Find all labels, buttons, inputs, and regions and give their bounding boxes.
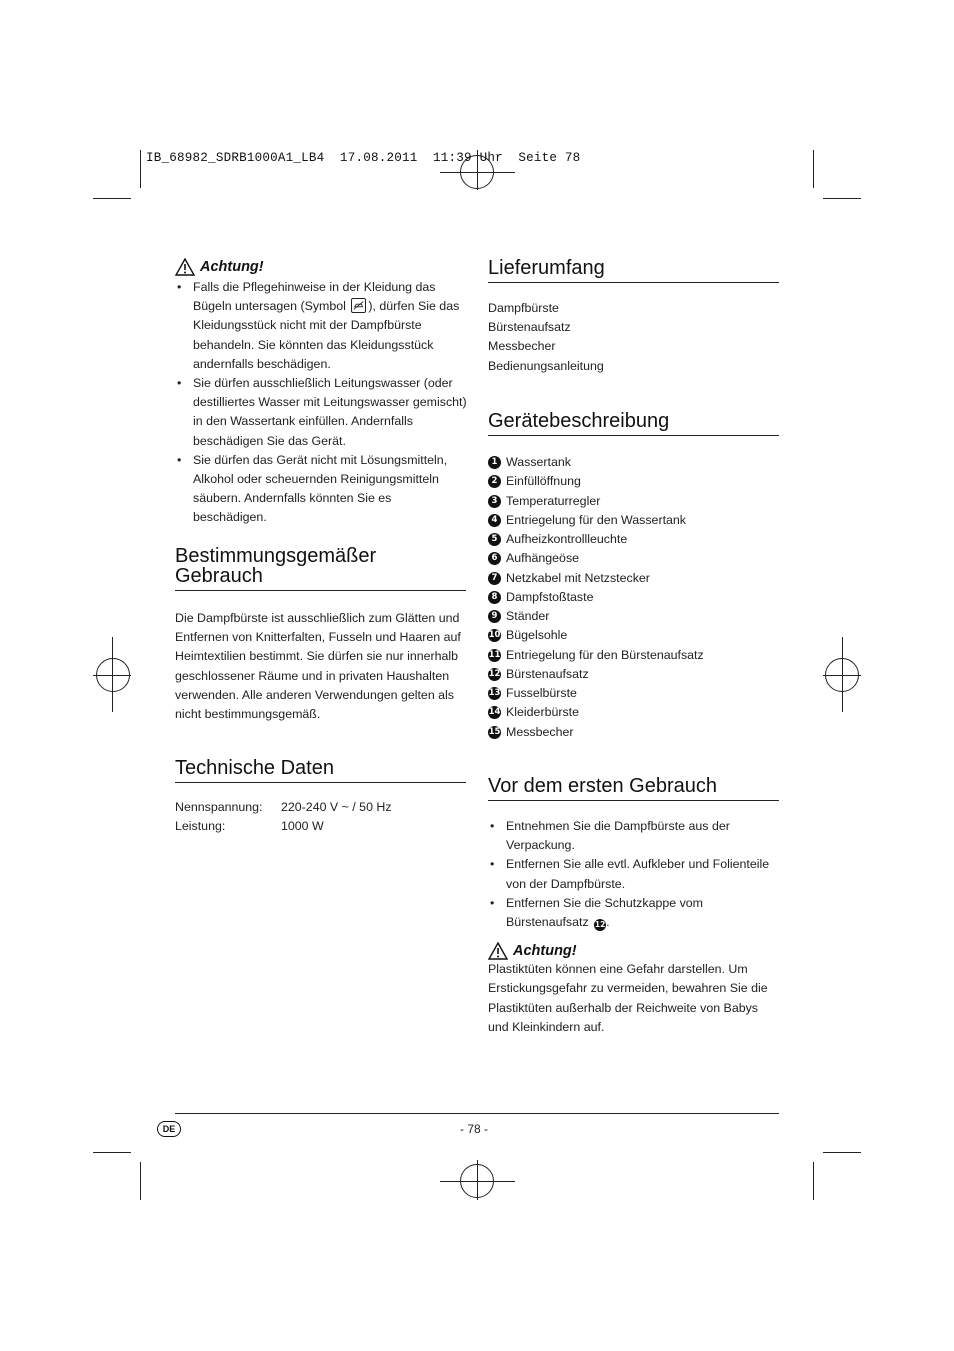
divider bbox=[488, 282, 779, 283]
parts-list bbox=[488, 453, 779, 742]
number-badge: 13 bbox=[488, 687, 501, 700]
part-item: 3 Temperaturregler bbox=[488, 492, 779, 511]
part-item: 1 Wassertank bbox=[488, 453, 779, 472]
part-item: 10 Bügelsohle bbox=[488, 628, 568, 643]
part-item: 9 Ständer bbox=[488, 607, 779, 626]
number-badge: 9 bbox=[488, 610, 501, 623]
first-use-section bbox=[488, 776, 779, 1037]
language-badge: DE bbox=[157, 1121, 181, 1137]
list-item: • Entfernen Sie die Schutzkappe vom Bürstenaufsatz 12. bbox=[488, 894, 779, 932]
scope-list bbox=[488, 299, 779, 376]
list-item: • Entfernen Sie alle evtl. Aufkleber und Folienteile von der Dampfbürste. bbox=[488, 855, 779, 893]
part-item: 11 Entriegelung für den Bürstenaufsatz bbox=[488, 647, 704, 662]
warning-text: Plastiktüten können eine Gefahr darstellen. Um Erstickungsgefahr zu vermeiden, bewahren Sie die Plastiktüten außerhalb der Reichweite von Babys und Kleinkindern auf. bbox=[488, 962, 768, 1034]
number-badge: 4 bbox=[488, 514, 501, 527]
number-badge: 12 bbox=[594, 920, 606, 930]
part-item: 2 Einfüllöffnung bbox=[488, 472, 779, 491]
part-item: 12 Bürstenaufsatz bbox=[488, 666, 589, 681]
right-column bbox=[488, 257, 779, 1034]
page-number: - 78 - bbox=[460, 1122, 489, 1136]
tech-value: 220-240 V ~ / 50 Hz bbox=[281, 800, 392, 814]
list-item: • Entnehmen Sie die Dampfbürste aus der Verpackung. bbox=[488, 817, 779, 855]
divider bbox=[175, 590, 466, 591]
print-slug: IB_68982_SDRB1000A1_LB4 17.08.2011 11:39 Uhr Seite 78 bbox=[146, 151, 581, 165]
part-item: 14 Kleiderbürste bbox=[488, 705, 580, 720]
number-badge: 14 bbox=[488, 706, 501, 719]
number-badge: 12 bbox=[488, 668, 501, 681]
list-item: Messbecher bbox=[488, 339, 556, 354]
warning-heading: Achtung! bbox=[488, 942, 779, 960]
warning-list bbox=[175, 278, 468, 528]
part-item: 8 Dampfstoßtaste bbox=[488, 588, 779, 607]
number-badge: 10 bbox=[488, 629, 501, 642]
number-badge: 11 bbox=[488, 649, 501, 662]
tech-section bbox=[175, 758, 466, 836]
part-item: 6 Aufhängeöse bbox=[488, 549, 779, 568]
part-item: 13 Fusselbürste bbox=[488, 686, 577, 701]
number-badge: 7 bbox=[488, 572, 501, 585]
part-item: 4 Entriegelung für den Wassertank bbox=[488, 511, 779, 530]
tech-value: 1000 W bbox=[281, 819, 324, 834]
number-badge: 5 bbox=[488, 533, 501, 546]
part-item: 5 Aufheizkontrollleuchte bbox=[488, 530, 779, 549]
usage-text: Die Dampfbürste ist ausschließlich zum Glätten und Entfernen von Knitterfalten, Fusseln und Haaren auf Heimtextilien bestimmt. Sie dürfen sie nur innerhalb geschlossener Räume und in privaten Haushalten verwenden. Alle anderen Verwendungen gelten als nicht bestimmungsgemäß. bbox=[175, 611, 461, 722]
number-badge: 3 bbox=[488, 495, 501, 508]
list-item: • Falls die Pflegehinweise in der Kleidung das Bügeln untersagen (Symbol ), dürfen Sie das Kleidungsstück nicht mit der Dampfbürste behandeln. Sie könnten das Kleidungsstück andernfalls beschädigen. bbox=[175, 278, 468, 374]
list-item: • Sie dürfen das Gerät nicht mit Lösungsmitteln, Alkohol oder scheuernden Reinigungsmitteln säubern. Andernfalls könnten Sie es beschädigen. bbox=[175, 451, 468, 528]
tech-heading: Technische Daten bbox=[175, 757, 334, 779]
number-badge: 1 bbox=[488, 456, 501, 469]
list-item: Dampfbürste bbox=[488, 301, 559, 315]
number-badge: 6 bbox=[488, 552, 501, 565]
part-item: 7 Netzkabel mit Netzstecker bbox=[488, 569, 779, 588]
tech-table bbox=[175, 798, 466, 836]
warning-triangle-icon bbox=[488, 942, 508, 960]
list-item: Bedienungsanleitung bbox=[488, 358, 604, 373]
usage-section bbox=[175, 546, 466, 724]
list-item: • Sie dürfen ausschließlich Leitungswasser (oder destilliertes Wasser mit Leitungswasser gemischt) in den Wassertank einfüllen. Andernfalls beschädigen Sie das Gerät. bbox=[175, 374, 468, 451]
first-use-list bbox=[488, 817, 779, 932]
number-badge: 2 bbox=[488, 475, 501, 488]
part-item: 15 Messbecher bbox=[488, 724, 574, 739]
number-badge: 8 bbox=[488, 591, 501, 604]
no-ironing-symbol-icon bbox=[351, 298, 366, 313]
first-use-heading: Vor dem ersten Gebrauch bbox=[488, 775, 718, 797]
description-heading: Gerätebeschreibung bbox=[488, 410, 670, 432]
description-section bbox=[488, 411, 779, 742]
tech-label: Nennspannung: bbox=[175, 800, 263, 814]
number-badge: 15 bbox=[488, 726, 501, 739]
tech-label: Leistung: bbox=[175, 819, 226, 834]
divider bbox=[175, 782, 466, 783]
warning-triangle-icon bbox=[175, 258, 195, 276]
warning-heading: Achtung! bbox=[175, 258, 466, 276]
footer-divider bbox=[175, 1113, 779, 1114]
left-column bbox=[175, 258, 467, 834]
usage-heading: Bestimmungsgemäßer Gebrauch bbox=[175, 545, 377, 587]
scope-heading: Lieferumfang bbox=[488, 257, 605, 279]
divider bbox=[488, 800, 779, 801]
list-item: Bürstenaufsatz bbox=[488, 320, 571, 335]
divider bbox=[488, 435, 779, 436]
